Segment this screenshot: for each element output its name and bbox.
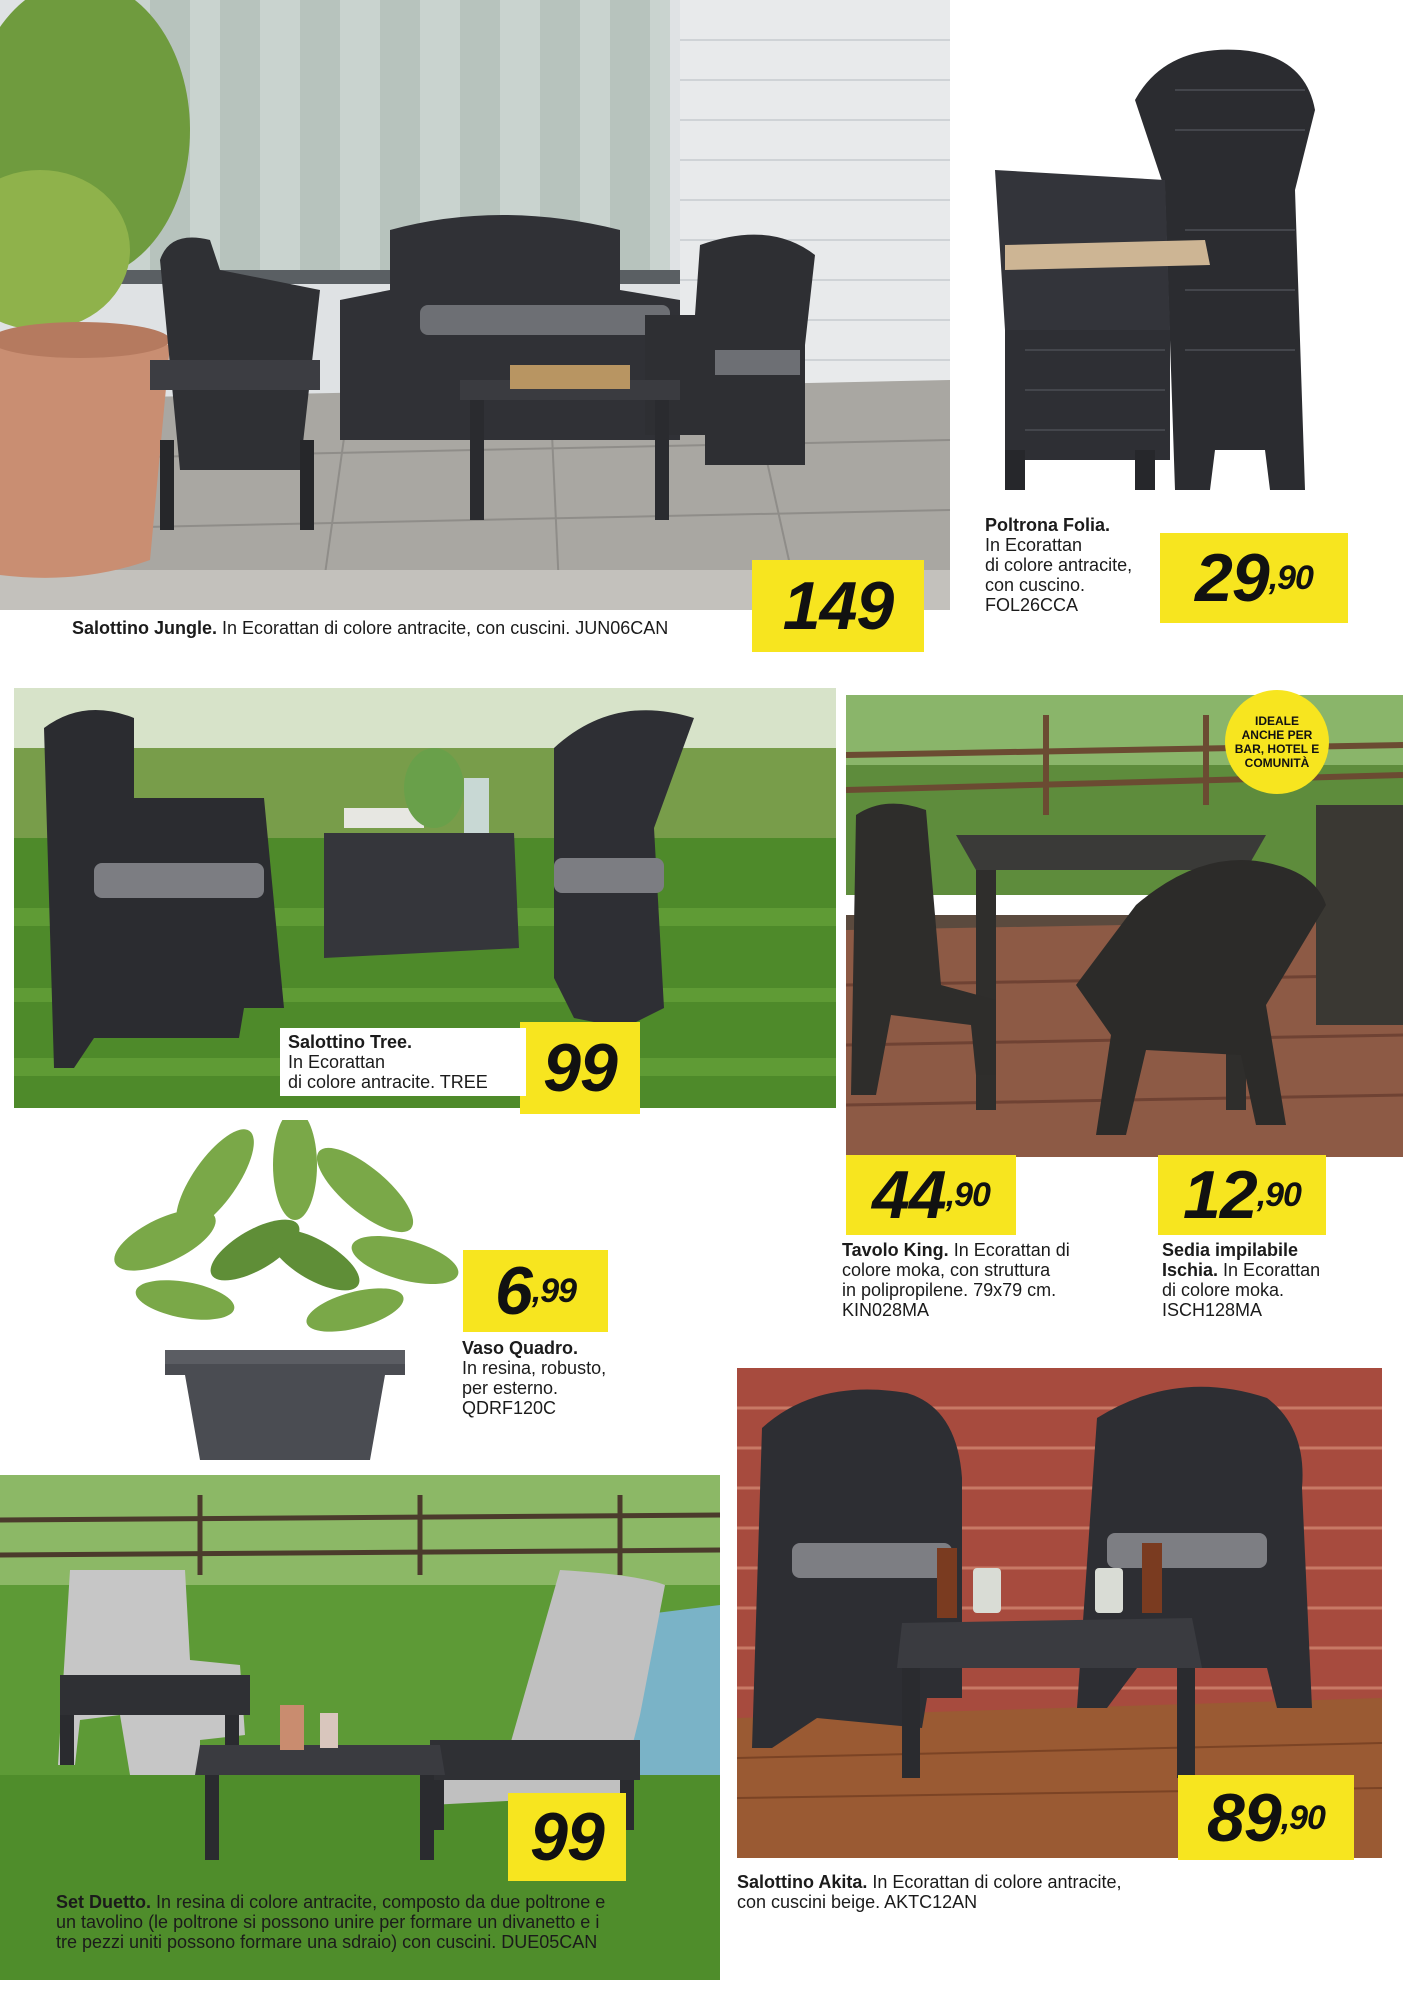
product-desc-line: tre pezzi uniti possono formare una sdraio) con cuscini. DUE05CAN — [56, 1932, 598, 1952]
caption-jungle — [72, 618, 762, 638]
product-desc-first: In Ecorattan — [1223, 1260, 1321, 1280]
price-tree: 99 — [520, 1022, 640, 1114]
product-desc-line: con cuscino. — [985, 575, 1086, 595]
badge-line: ANCHE PER — [1241, 728, 1313, 742]
product-desc-line: per esterno. — [462, 1378, 559, 1398]
badge-line: COMUNITÀ — [1244, 756, 1310, 770]
badge-line: IDEALE — [1254, 714, 1299, 728]
caption-tree — [280, 1028, 526, 1096]
product-desc-line: con cuscini beige. AKTC12AN — [737, 1892, 978, 1912]
caption-duetto — [56, 1892, 716, 1952]
product-desc-first: In Ecorattan di — [953, 1240, 1070, 1260]
folia-photo — [985, 30, 1335, 500]
product-desc-first: In Ecorattan di colore antracite, — [872, 1872, 1122, 1892]
price-akita: 89 ,90 — [1178, 1775, 1354, 1860]
product-title: Poltrona Folia. — [985, 515, 1111, 535]
product-desc-line: In resina, robusto, — [462, 1358, 607, 1378]
caption-vaso — [462, 1338, 662, 1418]
product-desc-line: in polipropilene. 79x79 cm. — [842, 1280, 1057, 1300]
product-desc-line: di colore moka. — [1162, 1280, 1285, 1300]
caption-ischia — [1162, 1240, 1362, 1320]
ideale-badge — [1225, 690, 1329, 794]
product-title: Salottino Jungle. — [72, 618, 218, 638]
product-desc-line: di colore antracite. TREE — [288, 1072, 488, 1092]
product-desc-line: ISCH128MA — [1162, 1300, 1263, 1320]
product-title: Set Duetto. — [56, 1892, 152, 1912]
product-desc-first: In resina di colore antracite, composto da due poltrone e — [156, 1892, 606, 1912]
price-jungle: 149 — [752, 560, 924, 652]
product-desc-line: KIN028MA — [842, 1300, 930, 1320]
caption-akita — [737, 1872, 1237, 1912]
product-desc-line: FOL26CCA — [985, 595, 1079, 615]
product-desc-line: In Ecorattan — [985, 535, 1083, 555]
caption-folia — [985, 515, 1160, 615]
caption-king — [842, 1240, 1112, 1320]
product-title: Vaso Quadro. — [462, 1338, 579, 1358]
price-duetto: 99 — [508, 1793, 626, 1881]
product-title: Sedia impilabile — [1162, 1240, 1299, 1260]
vaso-photo — [95, 1120, 475, 1465]
product-desc-line: In Ecorattan — [288, 1052, 386, 1072]
product-desc-line: di colore antracite, — [985, 555, 1133, 575]
price-ischia: 12 ,90 — [1158, 1155, 1326, 1235]
price-vaso: 6 ,99 — [463, 1250, 608, 1332]
product-title: Salottino Akita. — [737, 1872, 868, 1892]
product-title: Salottino Tree. — [288, 1032, 413, 1052]
jungle-photo — [0, 0, 950, 610]
product-desc-line: QDRF120C — [462, 1398, 557, 1418]
price-folia: 29 ,90 — [1160, 533, 1348, 623]
product-desc-line: colore moka, con struttura — [842, 1260, 1051, 1280]
price-king: 44 ,90 — [846, 1155, 1016, 1235]
product-title: Ischia. — [1162, 1260, 1219, 1280]
badge-line: BAR, HOTEL E — [1234, 742, 1320, 756]
product-title: Tavolo King. — [842, 1240, 949, 1260]
product-desc: In Ecorattan di colore antracite, con cuscini. JUN06CAN — [222, 618, 669, 638]
product-desc-line: un tavolino (le poltrone si possono unire per formare un divanetto e i — [56, 1912, 600, 1932]
